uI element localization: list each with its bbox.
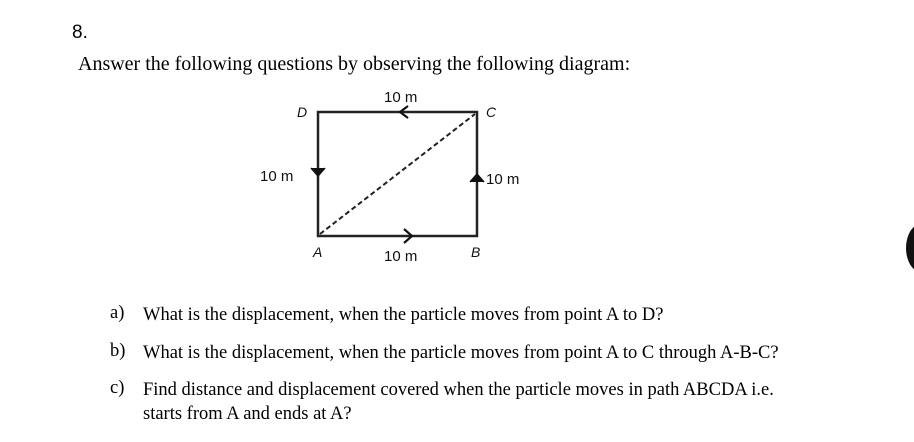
point-b: B (471, 244, 481, 260)
edge-artifact (906, 224, 914, 272)
label-bottom: 10 m (384, 248, 418, 265)
point-a: A (313, 244, 323, 260)
question-text-continued: starts from A and ends at A? (143, 404, 352, 424)
question-label: b) (110, 341, 126, 361)
question-label: c) (110, 378, 125, 398)
arrow-down-icon (311, 168, 325, 176)
question-intro: Answer the following questions by observing the following diagram: (78, 53, 631, 75)
question-label: a) (110, 303, 125, 323)
label-top: 10 m (384, 89, 418, 106)
question-text: What is the displacement, when the particle moves from point A to D? (143, 305, 664, 325)
arrow-up-icon (470, 174, 484, 182)
question-text: What is the displacement, when the particle moves from point A to C through A-B-C? (143, 343, 779, 363)
question-text: Find distance and displacement covered when the particle moves in path ABCDA i.e. (143, 380, 774, 400)
label-left: 10 m (260, 168, 294, 185)
point-d: D (297, 104, 308, 120)
point-c: C (486, 104, 497, 120)
square-path-diagram (250, 80, 550, 270)
question-number: 8. (72, 22, 88, 43)
label-right: 10 m (486, 171, 520, 188)
